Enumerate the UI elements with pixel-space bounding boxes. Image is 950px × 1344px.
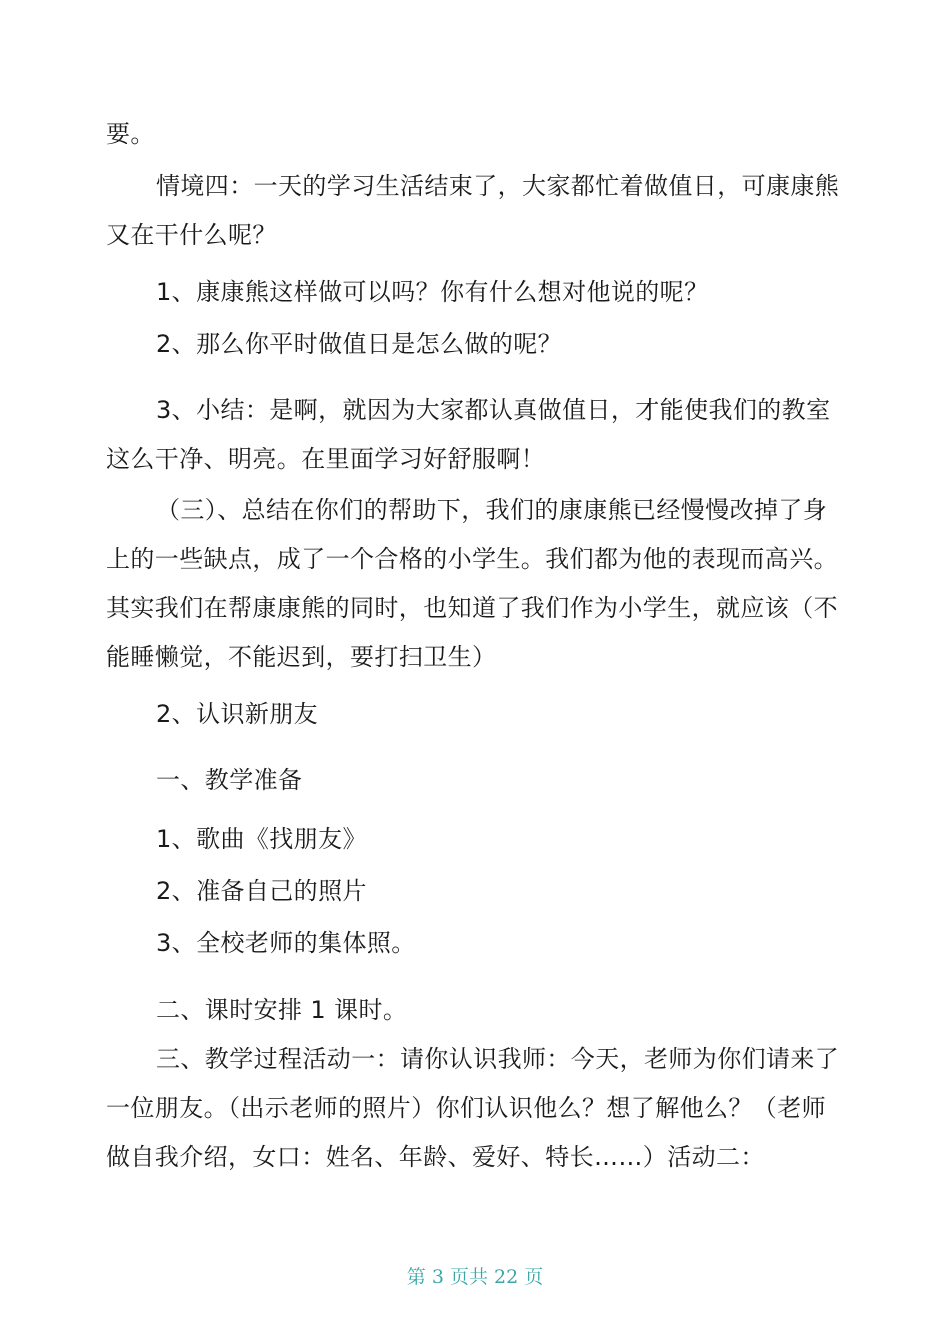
page-number-footer: 第 3 页共 22 页 — [406, 1266, 544, 1288]
paragraph-continuation: 要。 — [106, 120, 155, 148]
paragraph-teaching-process: 三、教学过程活动一：请你认识我师：今天，老师为你们请来了一位朋友。（出示老师的照片）你们认识他么？想了解他么？（老师做自我介绍，女口：姓名、年龄、爱好、特长……）活动二： — [106, 1045, 840, 1171]
paragraph-conclusion: （三）、总结在你们的帮助下，我们的康康熊已经慢慢改掉了身上的一些缺点，成了一个合格的小学生。我们都为他的表现而高兴。其实我们在帮康康熊的同时，也知道了我们作为小学生，就应该（不能睡懒觉，不能迟到，要打扫卫生） — [106, 496, 838, 671]
paragraph-scenario-four: 情境四：一天的学习生活结束了，大家都忙着做值日，可康康熊又在干什么呢？ — [106, 172, 840, 249]
paragraph-prep-item-2: 2、准备自己的照片 — [156, 877, 367, 905]
paragraph-prep-item-1: 1、歌曲《找朋友》 — [156, 825, 367, 853]
paragraph-question-1: 1、康康熊这样做可以吗？你有什么想对他说的呢？ — [156, 278, 709, 306]
paragraph-question-2: 2、那么你平时做值日是怎么做的呢？ — [156, 330, 563, 358]
paragraph-teaching-prep: 一、教学准备 — [156, 766, 303, 794]
paragraph-prep-item-3: 3、全校老师的集体照。 — [156, 929, 416, 957]
paragraph-section-title: 2、认识新朋友 — [156, 700, 319, 728]
paragraph-summary: 3、小结：是啊，就因为大家都认真做值日，才能使我们的教室这么干净、明亮。在里面学习好舒服啊！ — [106, 396, 831, 473]
paragraph-schedule: 二、课时安排 1 课时。 — [156, 996, 408, 1024]
